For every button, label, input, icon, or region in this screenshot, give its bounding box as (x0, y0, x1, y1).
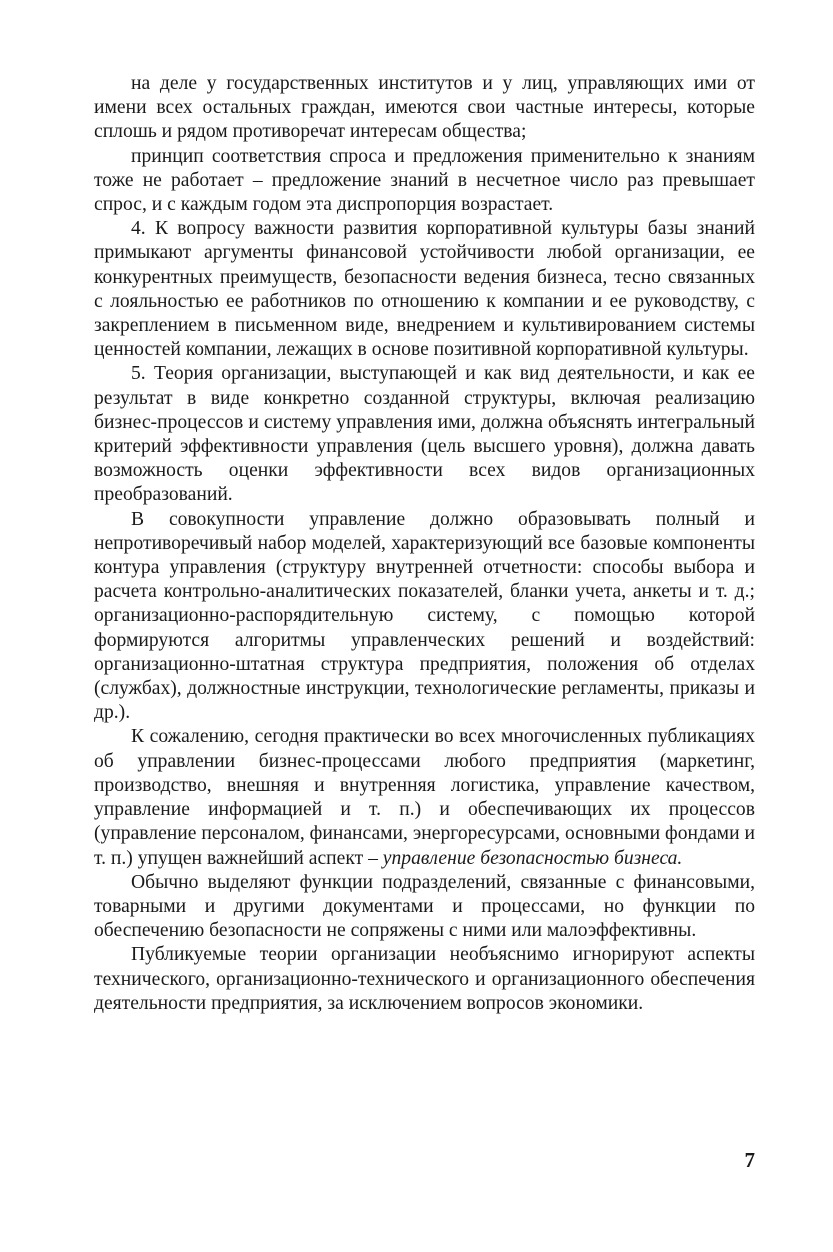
paragraph-management-models (94, 508, 755, 726)
paragraph-text: К сожалению, сегодня практически во всех многочисленных публикациях об управлении бизнес-процессами любого предприятия (маркетинг, производство, внешняя и внутренняя логистика, управление качеством, управление информацией и т. п.) и обеспечивающих их процессов (управление персоналом, финансами, энергоресурсами, основными фондами и т. п.) упущен важнейший аспект – (94, 726, 755, 869)
paragraph-text: 4. К вопросу важности развития корпоративной культуры базы знаний примыкают аргументы финансовой устойчивости любой организации, ее конкурентных преимуществ, безопасности ведения бизнеса, тесно связанных с лояльностью ее работников по отношению к компании и ее руководству, с закреплением в письменном виде, внедрением и культивированием системы ценностей компании, лежащих в основе позитивной корпоративной культуры. (94, 218, 755, 361)
paragraph-department-functions (94, 871, 755, 944)
paragraph-text: В совокупности управление должно образовывать полный и непротиворечивый набор моделей, характеризующий все базовые компоненты контура управления (структуру внутренней отчетности: способы выбора и расчета контрольно-аналитических показателей, бланки учета, анкеты и т. д.; организационно-распорядительную систему, с помощью которой формируются алгоритмы управленческих решений и воздействий: организационно-штатная структура предприятия, положения об отделах (службах), должностные инструкции, технологические регламенты, приказы и др.). (94, 508, 755, 724)
paragraph-supply-demand-principle (94, 145, 755, 218)
paragraph-text: принцип соответствия спроса и предложения применительно к знаниям тоже не работает – предложение знаний в несчетное число раз превышает спрос, и с каждым годом эта диспропорция возрастает. (94, 145, 755, 216)
paragraph-text: Публикуемые теории организации необъяснимо игнорируют аспекты технического, организационно-технического и организационного обеспечения деятельности предприятия, за исключением вопросов экономики. (94, 944, 755, 1014)
page-number: 7 (744, 1148, 755, 1172)
paragraph-text: Обычно выделяют функции подразделений, связанные с финансовыми, товарными и другими документами и процессами, но функции по обеспечению безопасности не сопряжены с ними или малоэффективны. (94, 871, 755, 942)
paragraph-security-management-omitted (94, 725, 755, 870)
document-page (94, 72, 755, 1016)
paragraph-continuation-private-interests (94, 72, 755, 145)
emphasis-security-management: управление безопасностью бизнеса. (382, 847, 683, 869)
paragraph-point-5-organization-theory (94, 362, 755, 507)
paragraph-point-4-corporate-culture (94, 217, 755, 362)
paragraph-published-theories (94, 943, 755, 1016)
paragraph-text: 5. Теория организации, выступающей и как вид деятельности, и как ее результат в виде конкретно созданной структуры, включая реализацию бизнес-процессов и систему управления ими, должна объяснять интегральный критерий эффективности управления (цель высшего уровня), должна давать возможность оценки эффективности всех видов организационных преобразований. (94, 363, 755, 506)
paragraph-text: на деле у государственных институтов и у лиц, управляющих ими от имени всех остальных граждан, имеются свои частные интересы, которые сплошь и рядом противоречат интересам общества; (94, 73, 755, 143)
